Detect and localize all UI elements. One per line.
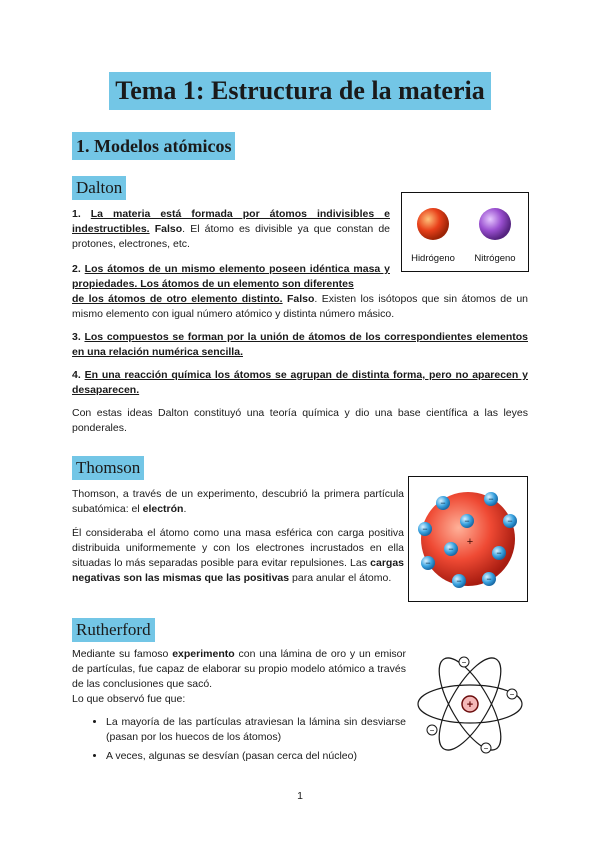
thomson-paragraph-2 bbox=[72, 526, 404, 586]
svg-text:−: − bbox=[425, 558, 431, 568]
thomson-p2-text: Él consideraba el átomo como una masa esférica con carga positiva distribuida uniformemente y con los electrones incrustados en ella situadas lo más separadas posible para evitar repulsiones. Las bbox=[72, 527, 404, 569]
hydrogen-sphere bbox=[417, 208, 449, 240]
rutherford-paragraph-2: Lo que observó fue que: bbox=[72, 693, 186, 705]
svg-text:−: − bbox=[456, 576, 462, 586]
svg-text:−: − bbox=[486, 574, 492, 584]
rutherford-figure bbox=[412, 648, 528, 760]
dalton-conclusion: Con estas ideas Dalton constituyó una teoría química y dio una base científica a las leyes ponderales. bbox=[72, 407, 528, 434]
electron bbox=[459, 657, 469, 667]
electron bbox=[421, 556, 435, 570]
thomson-electron: electrón bbox=[142, 503, 184, 515]
electron bbox=[427, 725, 437, 735]
dalton-point-4 bbox=[72, 368, 528, 398]
atom-orbit-illustration bbox=[412, 648, 528, 760]
rutherford-p1-text: Mediante su famoso bbox=[72, 648, 173, 660]
point-1-verdict: Falso bbox=[154, 223, 183, 235]
nucleus-charge: + bbox=[466, 699, 474, 711]
svg-text:−: − bbox=[483, 744, 489, 753]
electron bbox=[482, 572, 496, 586]
svg-text:−: − bbox=[422, 524, 428, 534]
point-4-claim: En una reacción química los átomos se agrupan de distinta forma, pero no aparecen y desaparecen. bbox=[72, 369, 528, 396]
dalton-point-1 bbox=[72, 207, 390, 252]
thomson-p1-text: Thomson, a través de un experimento, descubrió la primera partícula subatómica: el bbox=[72, 488, 404, 515]
svg-text:−: − bbox=[429, 726, 435, 735]
point-1-claim: La materia está formada por átomos indivisibles e indestructibles. bbox=[72, 208, 390, 235]
list-item: • A veces, algunas se desvían (pasan cerca del núcleo) bbox=[106, 749, 406, 764]
electron bbox=[481, 743, 491, 753]
electron bbox=[436, 496, 450, 510]
nitrogen-sphere bbox=[479, 208, 511, 240]
page-title: Tema 1: Estructura de la materia bbox=[109, 72, 490, 110]
electron bbox=[460, 514, 474, 528]
electron bbox=[452, 574, 466, 588]
electron bbox=[503, 514, 517, 528]
svg-text:−: − bbox=[509, 690, 515, 699]
positive-charge: + bbox=[466, 536, 474, 548]
dalton-point-2a bbox=[72, 262, 390, 292]
plum-pudding-illustration bbox=[409, 477, 527, 601]
electron bbox=[507, 689, 517, 699]
rutherford-paragraph-1 bbox=[72, 647, 406, 692]
title-wrap bbox=[0, 72, 600, 110]
dalton-point-2b bbox=[72, 292, 528, 322]
nitrogen-label: Nitrógeno bbox=[474, 253, 516, 264]
heading-rutherford: Rutherford bbox=[72, 618, 155, 642]
rutherford-experimento: experimento bbox=[172, 648, 235, 660]
svg-text:−: − bbox=[464, 516, 470, 526]
point-1-rest: . El átomo es divisible ya que constan de protones, electrones, etc. bbox=[72, 223, 391, 250]
rutherford-p1-end: con una lámina de oro y un emisor de partículas, fue capaz de elaborar su propio modelo atómico a través de las conclusiones que sacó. bbox=[72, 648, 406, 690]
electron bbox=[484, 492, 498, 506]
list-item: • La mayoría de las partículas atraviesan la lámina sin desviarse (pasan por los huecos de los átomos) bbox=[106, 715, 406, 745]
page-number: 1 bbox=[297, 790, 303, 802]
dalton-figure bbox=[401, 192, 529, 272]
hydrogen-label: Hidrógeno bbox=[411, 253, 455, 264]
point-1-num: 1. bbox=[72, 208, 91, 220]
point-3-num: 3. bbox=[72, 331, 85, 343]
element-spheres-illustration bbox=[402, 193, 528, 271]
observations-list bbox=[72, 715, 406, 764]
point-4-num: 4. bbox=[72, 369, 85, 381]
svg-text:−: − bbox=[440, 498, 446, 508]
thomson-p1-end: . bbox=[183, 503, 187, 515]
thomson-figure bbox=[408, 476, 528, 602]
rutherford-observations bbox=[72, 715, 406, 768]
svg-text:−: − bbox=[507, 516, 513, 526]
thomson-p2-bold: cargas negativas son las mismas que las positivas bbox=[72, 557, 404, 584]
heading-thomson: Thomson bbox=[72, 456, 144, 480]
point-2-claim-a: Los átomos de un mismo elemento poseen idéntica masa y propiedades. Los átomos de un elemento son diferentes bbox=[72, 263, 390, 290]
dalton-point-3 bbox=[72, 330, 528, 360]
section-heading-modelos: 1. Modelos atómicos bbox=[72, 132, 235, 160]
point-3-claim: Los compuestos se forman por la unión de átomos de los correspondientes elementos en una relación numérica sencilla. bbox=[72, 331, 528, 358]
point-2-verdict: Falso bbox=[286, 293, 315, 305]
point-2-claim-b: de los átomos de otro elemento distinto. bbox=[72, 293, 283, 305]
thomson-paragraph-1 bbox=[72, 487, 404, 517]
thomson-p2-end: para anular el átomo. bbox=[289, 572, 392, 584]
heading-dalton: Dalton bbox=[72, 176, 126, 200]
svg-text:−: − bbox=[488, 494, 494, 504]
svg-text:−: − bbox=[448, 544, 454, 554]
point-2-num: 2. bbox=[72, 263, 85, 275]
svg-text:−: − bbox=[496, 548, 502, 558]
electron bbox=[492, 546, 506, 560]
point-2-rest: . Existen los isótopos que sin átomos de un mismo elemento con igual número atómico y distinta número másico. bbox=[72, 293, 528, 320]
electron bbox=[418, 522, 432, 536]
svg-text:−: − bbox=[461, 658, 467, 667]
electron bbox=[444, 542, 458, 556]
